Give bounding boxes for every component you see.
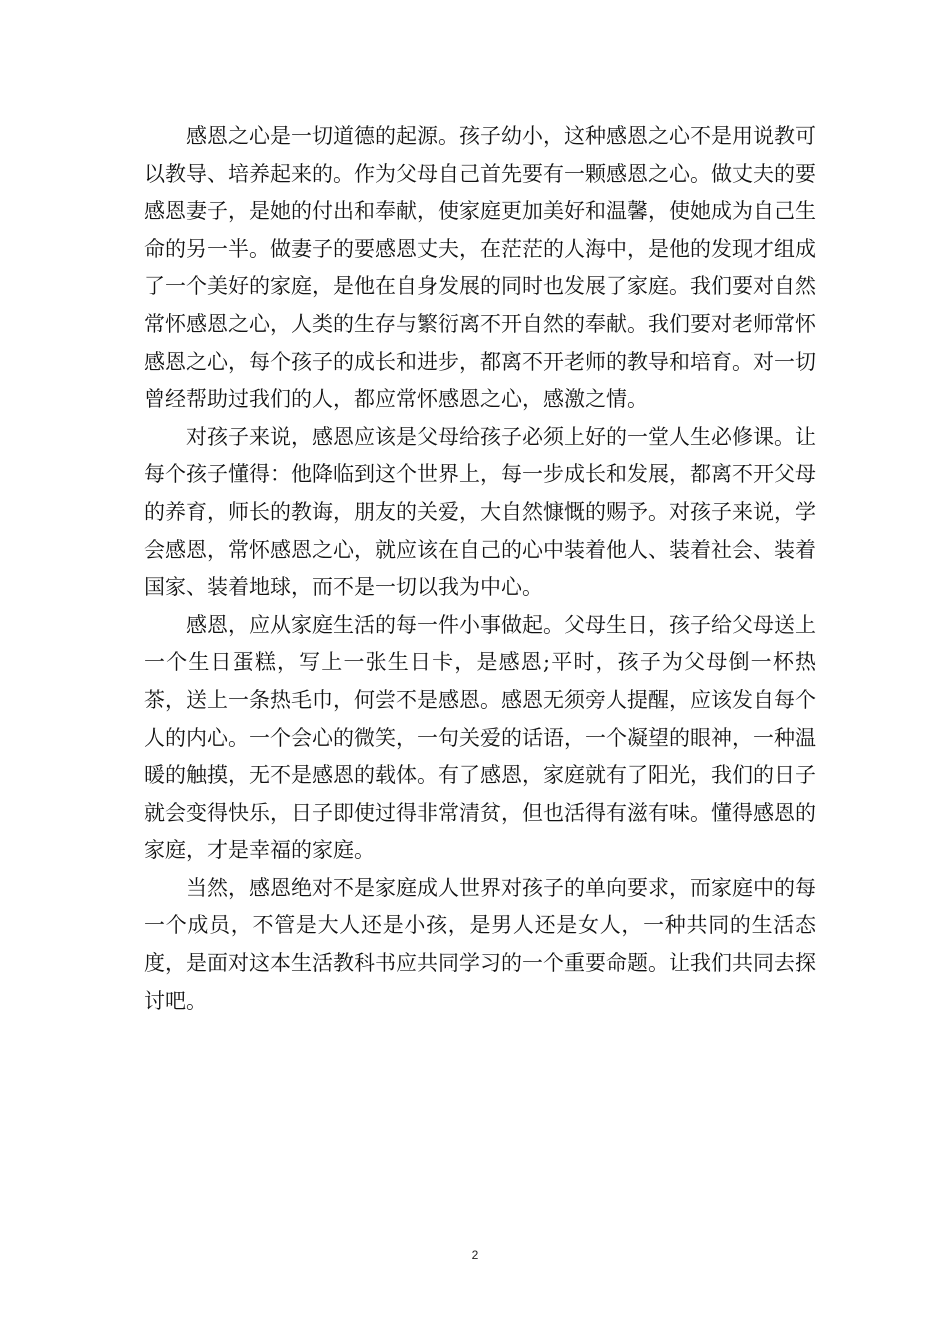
body-text: [144, 118, 816, 1020]
paragraph-1: 感恩之心是一切道德的起源。孩子幼小，这种感恩之心不是用说教可以教导、培养起来的。作为父母自己首先要有一颗感恩之心。做丈夫的要感恩妻子，是她的付出和奉献，使家庭更加美好和温馨，使她成为自己生命的另一半。做妻子的要感恩丈夫，在茫茫的人海中，是他的发现才组成了一个美好的家庭，是他在自身发展的同时也发展了家庭。我们要对自然常怀感恩之心，人类的生存与繁衍离不开自然的奉献。我们要对老师常怀感恩之心，每个孩子的成长和进步，都离不开老师的教导和培育。对一切曾经帮助过我们的人，都应常怀感恩之心，感激之情。: [144, 124, 816, 412]
paragraph-4: 当然，感恩绝对不是家庭成人世界对孩子的单向要求，而家庭中的每一个成员，不管是大人还是小孩，是男人还是女人，一种共同的生活态度，是面对这本生活教科书应共同学习的一个重要命题。让我们共同去探讨吧。: [144, 875, 816, 1013]
paragraph-3: 感恩，应从家庭生活的每一件小事做起。父母生日，孩子给父母送上一个生日蛋糕，写上一张生日卡，是感恩;平时，孩子为父母倒一杯热茶，送上一条热毛巾，何尝不是感恩。感恩无须旁人提醒，应该发自每个人的内心。一个会心的微笑，一句关爱的话语，一个凝望的眼神，一种温暖的触摸，无不是感恩的载体。有了感恩，家庭就有了阳光，我们的日子就会变得快乐，日子即使过得非常清贫，但也活得有滋有味。懂得感恩的家庭，才是幸福的家庭。: [144, 612, 816, 863]
paragraph-2: 对孩子来说，感恩应该是父母给孩子必须上好的一堂人生必修课。让每个孩子懂得：他降临到这个世界上，每一步成长和发展，都离不开父母的养育，师长的教诲，朋友的关爱，大自然慷慨的赐予。对孩子来说，学会感恩，常怀感恩之心，就应该在自己的心中装着他人、装着社会、装着国家、装着地球，而不是一切以我为中心。: [144, 424, 816, 600]
page-number: 2: [471, 1248, 479, 1262]
